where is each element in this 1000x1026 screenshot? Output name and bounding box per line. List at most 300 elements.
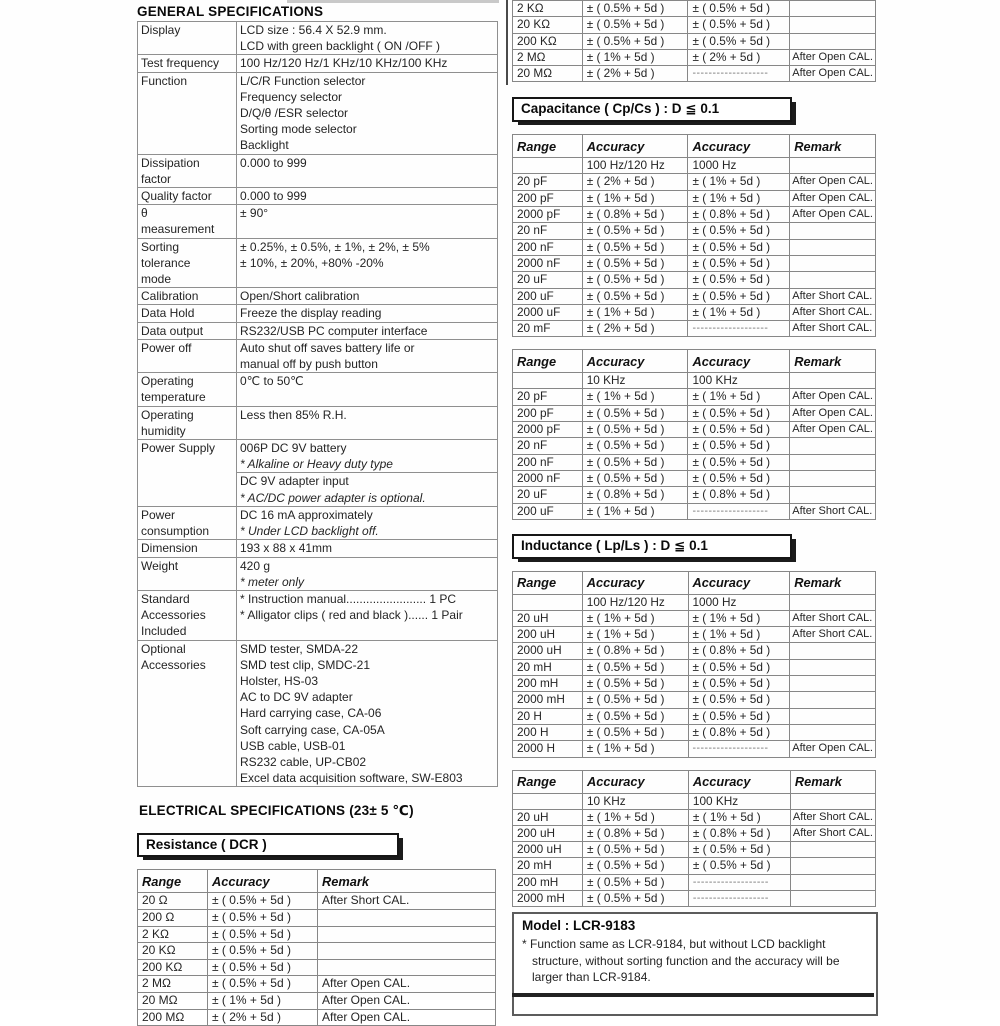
table-cell: 2000 mH [513, 890, 583, 906]
spec-label: Sorting tolerance mode [138, 238, 237, 288]
model-title: Model : LCR-9183 [522, 918, 636, 934]
table-row [138, 1009, 496, 1026]
column-header: Accuracy [688, 135, 790, 158]
table-cell [790, 890, 875, 906]
inductance-table-high-freq [512, 770, 876, 908]
spec-row [138, 188, 498, 205]
table-cell: 20 mH [513, 659, 583, 675]
table-row [513, 643, 876, 659]
frequency-subheader [790, 793, 875, 809]
spec-value: ± 90° [237, 205, 498, 238]
table-cell: ± ( 0.5% + 5d ) [582, 1, 688, 17]
table-row [513, 741, 876, 757]
capacitance-table-high-freq [512, 349, 876, 519]
table-cell: ± ( 0.8% + 5d ) [688, 643, 790, 659]
frequency-subheader [513, 158, 583, 174]
table-cell: 200 uF [513, 503, 583, 519]
right-column [512, 0, 876, 1016]
table-cell: ± ( 1% + 5d ) [688, 809, 790, 825]
spec-value: 420 g * meter only [237, 557, 498, 590]
table-cell: 2000 H [513, 741, 583, 757]
table-cell [790, 708, 876, 724]
table-cell: ± ( 1% + 5d ) [582, 503, 688, 519]
table-cell: ± ( 0.5% + 5d ) [688, 1, 790, 17]
model-note-text [522, 936, 868, 986]
table-cell: 20 H [513, 708, 583, 724]
spec-row [138, 55, 498, 72]
spec-value: Open/Short calibration [237, 288, 498, 305]
spec-label: Standard Accessories Included [138, 590, 237, 640]
table-row [513, 454, 876, 470]
table-cell: 200 KΩ [513, 33, 583, 49]
table-cell: After Open CAL. [790, 190, 876, 206]
table-row [138, 976, 496, 993]
header-row [513, 571, 876, 594]
table-cell: 20 uH [513, 610, 583, 626]
model-note-line: structure, without sorting function and the accuracy will be [532, 953, 840, 968]
header-row [513, 350, 876, 373]
capacitance-section-label: Capacitance ( Cp/Cs ) : D ≦ 0.1 [521, 101, 720, 117]
column-header: Range [513, 350, 583, 373]
table-cell: 20 uF [513, 272, 583, 288]
table-cell: ± ( 2% + 5d ) [582, 174, 688, 190]
table-cell: ± ( 0.5% + 5d ) [688, 239, 790, 255]
table-cell: ± ( 0.5% + 5d ) [582, 890, 688, 906]
table-row [138, 893, 496, 910]
spec-row [138, 406, 498, 439]
table-cell: ± ( 0.5% + 5d ) [208, 976, 318, 993]
table-cell: 200 pF [513, 190, 583, 206]
table-cell: ± ( 0.5% + 5d ) [208, 893, 318, 910]
table-cell: 200 nF [513, 454, 583, 470]
frequency-subheader [513, 594, 583, 610]
spec-row [138, 154, 498, 187]
table-cell: ± ( 0.5% + 5d ) [688, 692, 790, 708]
table-cell: ± ( 0.8% + 5d ) [688, 825, 790, 841]
table-cell [318, 909, 496, 926]
spec-value: 193 x 88 x 41mm [237, 540, 498, 557]
table-row [513, 825, 876, 841]
frequency-subheader: 100 Hz/120 Hz [582, 594, 688, 610]
table-cell: ± ( 0.5% + 5d ) [582, 288, 688, 304]
table-row [513, 874, 876, 890]
table-cell: ± ( 1% + 5d ) [582, 389, 688, 405]
table-cell: After Open CAL. [790, 389, 876, 405]
table-cell: After Short CAL. [790, 321, 876, 337]
spec-label: Data output [138, 322, 237, 339]
table-cell: After Short CAL. [790, 304, 876, 320]
table-cell: ± ( 0.5% + 5d ) [582, 659, 688, 675]
table-row [513, 223, 876, 239]
table-row [513, 487, 876, 503]
spec-label: Operating humidity [138, 406, 237, 439]
spec-row [138, 305, 498, 322]
table-cell: ± ( 0.5% + 5d ) [688, 405, 790, 421]
table-cell: ------------------- [688, 321, 790, 337]
spec-row [138, 238, 498, 288]
table-row [513, 321, 876, 337]
table-cell [790, 239, 876, 255]
spec-row [138, 72, 498, 154]
table-cell: ± ( 1% + 5d ) [688, 610, 790, 626]
table-row [513, 470, 876, 486]
table-cell: ± ( 0.5% + 5d ) [688, 470, 790, 486]
table-row [138, 992, 496, 1009]
table-cell: 20 MΩ [513, 66, 583, 82]
frequency-subheader [513, 373, 583, 389]
table-cell: 20 KΩ [513, 17, 583, 33]
table-cell: 200 uH [513, 825, 583, 841]
spec-value: 0℃ to 50℃ [237, 373, 498, 406]
frequency-subheader [513, 793, 583, 809]
spec-label: Power off [138, 339, 237, 372]
table-cell: After Open CAL. [790, 422, 876, 438]
table-cell: 20 Ω [138, 893, 208, 910]
table-cell: ± ( 0.5% + 5d ) [208, 943, 318, 960]
table-cell: ------------------- [688, 890, 790, 906]
model-note-line: larger than LCR-9184. [532, 970, 651, 985]
table-cell: ± ( 1% + 5d ) [582, 627, 688, 643]
table-cell: After Open CAL. [318, 976, 496, 993]
table-row [513, 708, 876, 724]
table-cell: 2 KΩ [138, 926, 208, 943]
inductance-section-header [512, 534, 792, 559]
table-cell: 2000 pF [513, 207, 583, 223]
model-note-line: * Function same as LCR-9184, but without LCD backlight [522, 937, 826, 952]
table-cell: After Short CAL. [790, 610, 876, 626]
table-cell: After Short CAL. [790, 503, 876, 519]
spec-label: Dimension [138, 540, 237, 557]
table-cell: 20 pF [513, 389, 583, 405]
table-cell: ± ( 0.5% + 5d ) [582, 405, 688, 421]
table-cell: ± ( 0.5% + 5d ) [582, 842, 688, 858]
column-header: Accuracy [582, 571, 688, 594]
resistance-section-header [137, 833, 399, 857]
frequency-subheader [790, 373, 876, 389]
model-note-box [512, 912, 878, 1016]
table-row [138, 959, 496, 976]
table-cell: ± ( 0.5% + 5d ) [582, 692, 688, 708]
capacitance-table-low-freq [512, 134, 876, 337]
table-cell: ± ( 1% + 5d ) [582, 610, 688, 626]
table-cell: After Short CAL. [790, 627, 876, 643]
spec-row [138, 557, 498, 590]
table-cell: 20 uH [513, 809, 583, 825]
table-cell: 200 mH [513, 874, 583, 890]
table-cell [790, 17, 876, 33]
table-cell: 2 KΩ [513, 1, 583, 17]
spec-row [138, 339, 498, 372]
column-header: Remark [790, 770, 875, 793]
table-cell: ± ( 1% + 5d ) [688, 304, 790, 320]
table-cell: ± ( 0.5% + 5d ) [688, 17, 790, 33]
table-cell: ± ( 0.5% + 5d ) [582, 422, 688, 438]
inductance-table-low-freq [512, 571, 876, 758]
table-row [513, 190, 876, 206]
table-cell: 2000 uH [513, 842, 583, 858]
left-column [137, 0, 498, 1026]
frequency-subheader-row [513, 594, 876, 610]
table-cell: After Open CAL. [790, 49, 876, 65]
table-cell [790, 874, 875, 890]
table-cell: ± ( 0.5% + 5d ) [688, 659, 790, 675]
table-cell: ± ( 0.5% + 5d ) [208, 959, 318, 976]
table-cell: ± ( 0.5% + 5d ) [582, 255, 688, 271]
table-cell: ± ( 0.5% + 5d ) [582, 708, 688, 724]
table-row [513, 174, 876, 190]
table-cell: 2 MΩ [138, 976, 208, 993]
table-cell: 2000 nF [513, 470, 583, 486]
table-cell [790, 470, 876, 486]
table-row [513, 389, 876, 405]
table-cell: ± ( 2% + 5d ) [582, 321, 688, 337]
spec-value: ± 0.25%, ± 0.5%, ± 1%, ± 2%, ± 5% ± 10%, ± 20%, +80% -20% [237, 238, 498, 288]
table-cell: 20 nF [513, 223, 583, 239]
column-header: Range [513, 571, 583, 594]
table-cell: ± ( 1% + 5d ) [582, 809, 688, 825]
table-cell: 20 pF [513, 174, 583, 190]
table-cell: ± ( 2% + 5d ) [208, 1009, 318, 1026]
table-cell: After Open CAL. [318, 1009, 496, 1026]
spec-label: Power Supply [138, 440, 237, 507]
table-cell: 200 KΩ [138, 959, 208, 976]
spec-label: Weight [138, 557, 237, 590]
table-row [513, 207, 876, 223]
table-cell: ± ( 0.5% + 5d ) [582, 724, 688, 740]
spec-label: θ measurement [138, 205, 237, 238]
table-row [513, 17, 876, 33]
table-cell: ± ( 1% + 5d ) [688, 627, 790, 643]
spec-label: Display [138, 22, 237, 55]
table-cell: 20 mH [513, 858, 583, 874]
table-cell: 2000 pF [513, 422, 583, 438]
table-cell: ± ( 0.5% + 5d ) [688, 422, 790, 438]
table-row [513, 66, 876, 82]
table-cell: 200 MΩ [138, 1009, 208, 1026]
spec-row [138, 205, 498, 238]
frequency-subheader-row [513, 373, 876, 389]
table-row [513, 809, 876, 825]
general-specs-table [137, 21, 498, 787]
table-cell: ± ( 1% + 5d ) [688, 190, 790, 206]
table-row [513, 659, 876, 675]
column-header: Remark [318, 870, 496, 893]
table-cell: ± ( 0.5% + 5d ) [208, 926, 318, 943]
resistance-section-label: Resistance ( DCR ) [146, 837, 267, 853]
table-row [513, 304, 876, 320]
table-cell: ± ( 0.5% + 5d ) [688, 858, 790, 874]
spec-value: Auto shut off saves battery life or manual off by push button [237, 339, 498, 372]
column-header: Range [513, 135, 583, 158]
table-row [513, 858, 876, 874]
table-cell: ± ( 0.8% + 5d ) [688, 487, 790, 503]
table-cell: ± ( 0.5% + 5d ) [688, 288, 790, 304]
spec-value: 0.000 to 999 [237, 188, 498, 205]
table-cell: ± ( 0.5% + 5d ) [582, 272, 688, 288]
frequency-subheader: 100 KHz [688, 793, 790, 809]
table-cell [790, 272, 876, 288]
table-cell: ± ( 1% + 5d ) [688, 389, 790, 405]
column-header: Remark [790, 350, 876, 373]
spec-row [138, 322, 498, 339]
table-row [513, 49, 876, 65]
table-cell [790, 438, 876, 454]
header-row [513, 770, 876, 793]
table-row [513, 272, 876, 288]
scan-artifact-line [506, 0, 508, 85]
spec-row [138, 288, 498, 305]
table-row [513, 422, 876, 438]
table-cell: 200 mH [513, 676, 583, 692]
table-cell: After Short CAL. [790, 825, 875, 841]
spec-row [138, 373, 498, 406]
table-cell: ± ( 0.5% + 5d ) [582, 17, 688, 33]
resistance-continued-table [512, 0, 876, 82]
table-row [513, 676, 876, 692]
table-row [513, 288, 876, 304]
table-cell: 200 H [513, 724, 583, 740]
table-cell: 20 nF [513, 438, 583, 454]
spec-label: Function [138, 72, 237, 154]
table-cell: ------------------- [688, 741, 790, 757]
table-cell: ± ( 0.8% + 5d ) [582, 487, 688, 503]
table-cell: ± ( 1% + 5d ) [582, 49, 688, 65]
table-cell: 2000 nF [513, 255, 583, 271]
table-cell: 20 uF [513, 487, 583, 503]
table-cell: ± ( 0.5% + 5d ) [582, 438, 688, 454]
table-cell: 2 MΩ [513, 49, 583, 65]
table-row [138, 926, 496, 943]
table-cell: ± ( 0.5% + 5d ) [688, 272, 790, 288]
table-cell [790, 724, 876, 740]
table-row [513, 724, 876, 740]
table-cell: 20 mF [513, 321, 583, 337]
frequency-subheader: 10 KHz [582, 373, 688, 389]
column-header: Range [513, 770, 583, 793]
table-cell: ± ( 0.5% + 5d ) [582, 858, 688, 874]
frequency-subheader: 1000 Hz [688, 594, 790, 610]
table-cell: 2000 uF [513, 304, 583, 320]
spec-value: RS232/USB PC computer interface [237, 322, 498, 339]
spec-value: DC 16 mA approximately * Under LCD backlight off. [237, 506, 498, 539]
table-row [513, 842, 876, 858]
table-row [138, 909, 496, 926]
table-cell: ± ( 2% + 5d ) [688, 49, 790, 65]
table-row [513, 438, 876, 454]
column-header: Remark [790, 135, 876, 158]
header-row [138, 870, 496, 893]
table-cell [790, 487, 876, 503]
table-cell [318, 959, 496, 976]
spec-label: Test frequency [138, 55, 237, 72]
spec-value: * Instruction manual........................ 1 PC * Alligator clips ( red and black )...... 1 Pair [237, 590, 498, 640]
table-cell [790, 223, 876, 239]
table-cell [318, 943, 496, 960]
table-cell: ± ( 0.5% + 5d ) [582, 33, 688, 49]
column-header: Accuracy [582, 770, 688, 793]
table-cell: ± ( 2% + 5d ) [582, 66, 688, 82]
table-row [513, 610, 876, 626]
electrical-specs-title: ELECTRICAL SPECIFICATIONS (23± 5 ℃) [139, 803, 414, 819]
table-row [513, 1, 876, 17]
column-header: Range [138, 870, 208, 893]
table-cell [790, 454, 876, 470]
inductance-section-label: Inductance ( Lp/Ls ) : D ≦ 0.1 [521, 537, 708, 553]
table-cell: 20 KΩ [138, 943, 208, 960]
table-row [513, 255, 876, 271]
table-cell [790, 33, 876, 49]
frequency-subheader: 10 KHz [582, 793, 688, 809]
table-cell: ± ( 0.5% + 5d ) [582, 223, 688, 239]
spec-row [138, 506, 498, 539]
frequency-subheader [790, 594, 876, 610]
spec-row [138, 22, 498, 55]
table-cell: 20 MΩ [138, 992, 208, 1009]
table-cell: ± ( 0.5% + 5d ) [688, 708, 790, 724]
capacitance-section-header [512, 97, 792, 122]
table-row [513, 33, 876, 49]
table-row [513, 239, 876, 255]
table-cell: ± ( 0.8% + 5d ) [582, 825, 688, 841]
frequency-subheader: 1000 Hz [688, 158, 790, 174]
table-cell: 200 Ω [138, 909, 208, 926]
table-cell: ± ( 0.5% + 5d ) [582, 239, 688, 255]
table-cell: ± ( 0.5% + 5d ) [688, 33, 790, 49]
table-cell: ------------------- [688, 66, 790, 82]
table-cell: ------------------- [688, 503, 790, 519]
table-cell [790, 692, 876, 708]
column-header: Accuracy [582, 350, 688, 373]
table-row [513, 405, 876, 421]
frequency-subheader: 100 KHz [688, 373, 790, 389]
table-cell: ± ( 1% + 5d ) [688, 174, 790, 190]
spec-label: Optional Accessories [138, 640, 237, 787]
table-cell [790, 1, 876, 17]
column-header: Accuracy [688, 350, 790, 373]
table-cell: After Short CAL. [790, 288, 876, 304]
table-cell: ± ( 1% + 5d ) [208, 992, 318, 1009]
table-cell: After Open CAL. [790, 405, 876, 421]
frequency-subheader-row [513, 793, 876, 809]
spec-value: L/C/R Function selector Frequency selector D/Q/θ /ESR selector Sorting mode selector Backlight [237, 72, 498, 154]
table-cell: ± ( 0.5% + 5d ) [582, 470, 688, 486]
table-cell: ± ( 0.5% + 5d ) [582, 874, 688, 890]
table-cell: ± ( 0.5% + 5d ) [688, 223, 790, 239]
table-cell: ± ( 1% + 5d ) [582, 741, 688, 757]
table-cell: 200 nF [513, 239, 583, 255]
table-cell: ± ( 0.5% + 5d ) [688, 255, 790, 271]
table-cell: ± ( 0.5% + 5d ) [688, 454, 790, 470]
spec-value: 100 Hz/120 Hz/1 KHz/10 KHz/100 KHz [237, 55, 498, 72]
general-specs-title: GENERAL SPECIFICATIONS [137, 4, 324, 19]
table-cell: ± ( 0.5% + 5d ) [582, 676, 688, 692]
table-cell [790, 858, 875, 874]
table-cell: 200 uF [513, 288, 583, 304]
spec-label: Operating temperature [138, 373, 237, 406]
table-row [513, 890, 876, 906]
column-header: Accuracy [688, 571, 790, 594]
table-cell: 2000 mH [513, 692, 583, 708]
table-cell [790, 842, 875, 858]
table-cell: ± ( 0.8% + 5d ) [582, 207, 688, 223]
table-cell [790, 659, 876, 675]
table-cell: After Open CAL. [790, 66, 876, 82]
spec-value: LCD size : 56.4 X 52.9 mm. LCD with green backlight ( ON /OFF ) [237, 22, 498, 55]
table-cell: ± ( 1% + 5d ) [582, 190, 688, 206]
table-cell: ± ( 0.5% + 5d ) [688, 842, 790, 858]
frequency-subheader-row [513, 158, 876, 174]
resistance-table [137, 869, 496, 1026]
